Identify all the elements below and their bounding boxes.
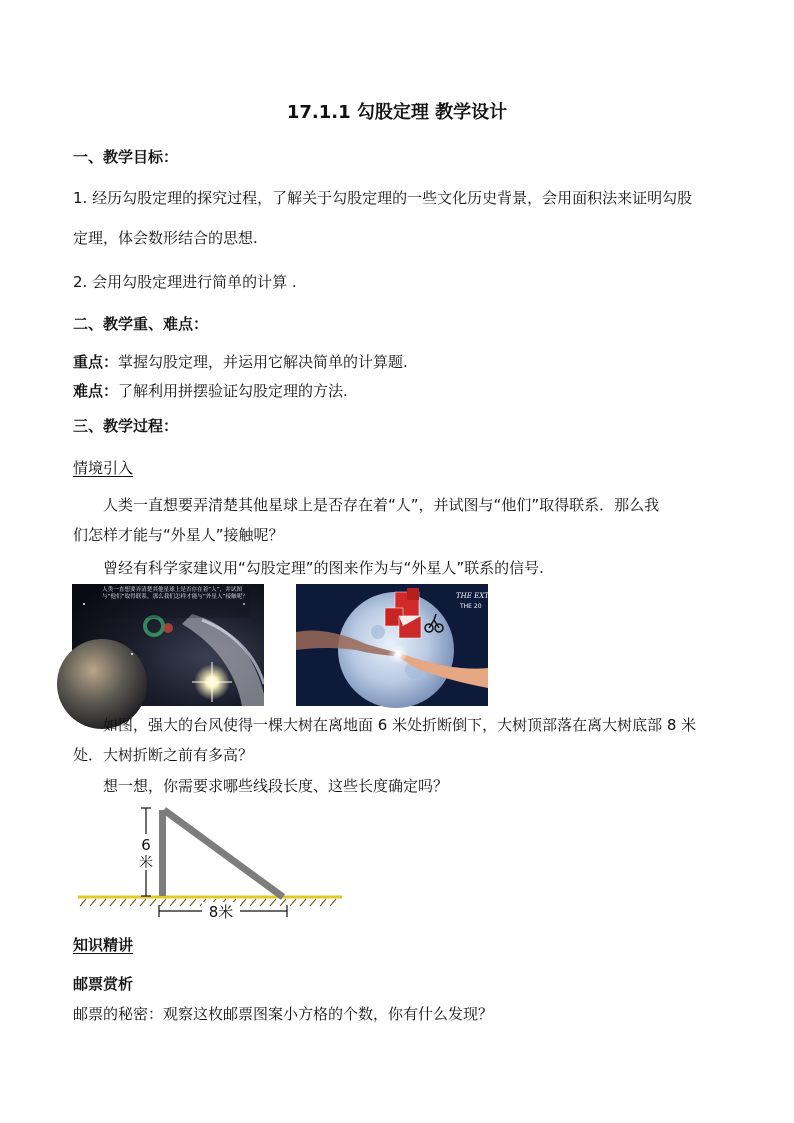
space-image-caption: 人类一直想要弄清楚其他星球上是否存在着“人”，并试图与“他们”取得联系，那么我们怎样才能与“外星人”接触呢？ <box>102 587 248 600</box>
objective-1-line-2: 定理，体会数形结合的思想. <box>73 229 258 247</box>
typhoon-problem-line-2: 处．大树折断之前有多高？ <box>73 746 254 764</box>
height-label-value: 6 <box>141 836 151 854</box>
key-point-text: 掌握勾股定理，并运用它解决简单的计算题. <box>118 353 408 371</box>
section-heading-keypoints: 二、教学重、难点： <box>73 315 209 333</box>
objective-1-line-1: 1. 经历勾股定理的探究过程，了解关于勾股定理的一些文化历史背景，会用面积法来证明勾股 <box>73 189 693 207</box>
think-question: 想一想，你需要求哪些线段长度、这些长度确定吗？ <box>103 777 449 795</box>
space-planet-image <box>72 584 264 706</box>
page-title: 17.1.1 勾股定理 教学设计 <box>286 102 508 123</box>
moon-image-text-bottom: THE 20 <box>460 603 482 610</box>
section-heading-process: 三、教学过程： <box>73 417 179 435</box>
difficulty-label: 难点： <box>73 382 119 400</box>
subheading-stamp: 邮票赏析 <box>73 975 134 993</box>
intro-paragraph-line-1: 人类一直想要弄清楚其他星球上是否存在着“人”，并试图与“他们”取得联系．那么我 <box>103 496 660 514</box>
key-point-label: 重点： <box>73 353 119 371</box>
intro-paragraph-line-2: 们怎样才能与“外星人”接触呢？ <box>73 526 284 544</box>
height-label-unit: 米 <box>139 855 153 871</box>
distance-label: 8米 <box>208 903 234 921</box>
moon-hands-image <box>296 584 500 706</box>
stamp-question: 邮票的秘密：观察这枚邮票图案小方格的个数，你有什么发现？ <box>73 1005 494 1023</box>
space-planet-illustration <box>72 584 264 706</box>
moon-hands-illustration <box>296 584 500 706</box>
subheading-intro: 情境引入 <box>73 459 134 477</box>
subheading-knowledge: 知识精讲 <box>73 936 134 954</box>
difficulty-point <box>73 381 348 401</box>
signal-paragraph: 曾经有科学家建议用“勾股定理”的图来作为与“外星人”联系的信号. <box>103 559 544 577</box>
objective-2: 2. 会用勾股定理进行简单的计算 . <box>73 273 297 291</box>
typhoon-problem-line-1: 如图，强大的台风使得一棵大树在离地面 6 米处折断倒下，大树顶部落在离大树底部 8 米 <box>103 716 697 734</box>
difficulty-text: 了解利用拼摆验证勾股定理的方法. <box>118 382 348 400</box>
moon-image-text-top: THE EXTRA <box>456 592 500 600</box>
broken-tree-diagram <box>78 804 344 924</box>
section-heading-objectives: 一、教学目标： <box>73 148 179 166</box>
broken-tree-figure <box>78 804 344 924</box>
key-point <box>73 352 408 372</box>
